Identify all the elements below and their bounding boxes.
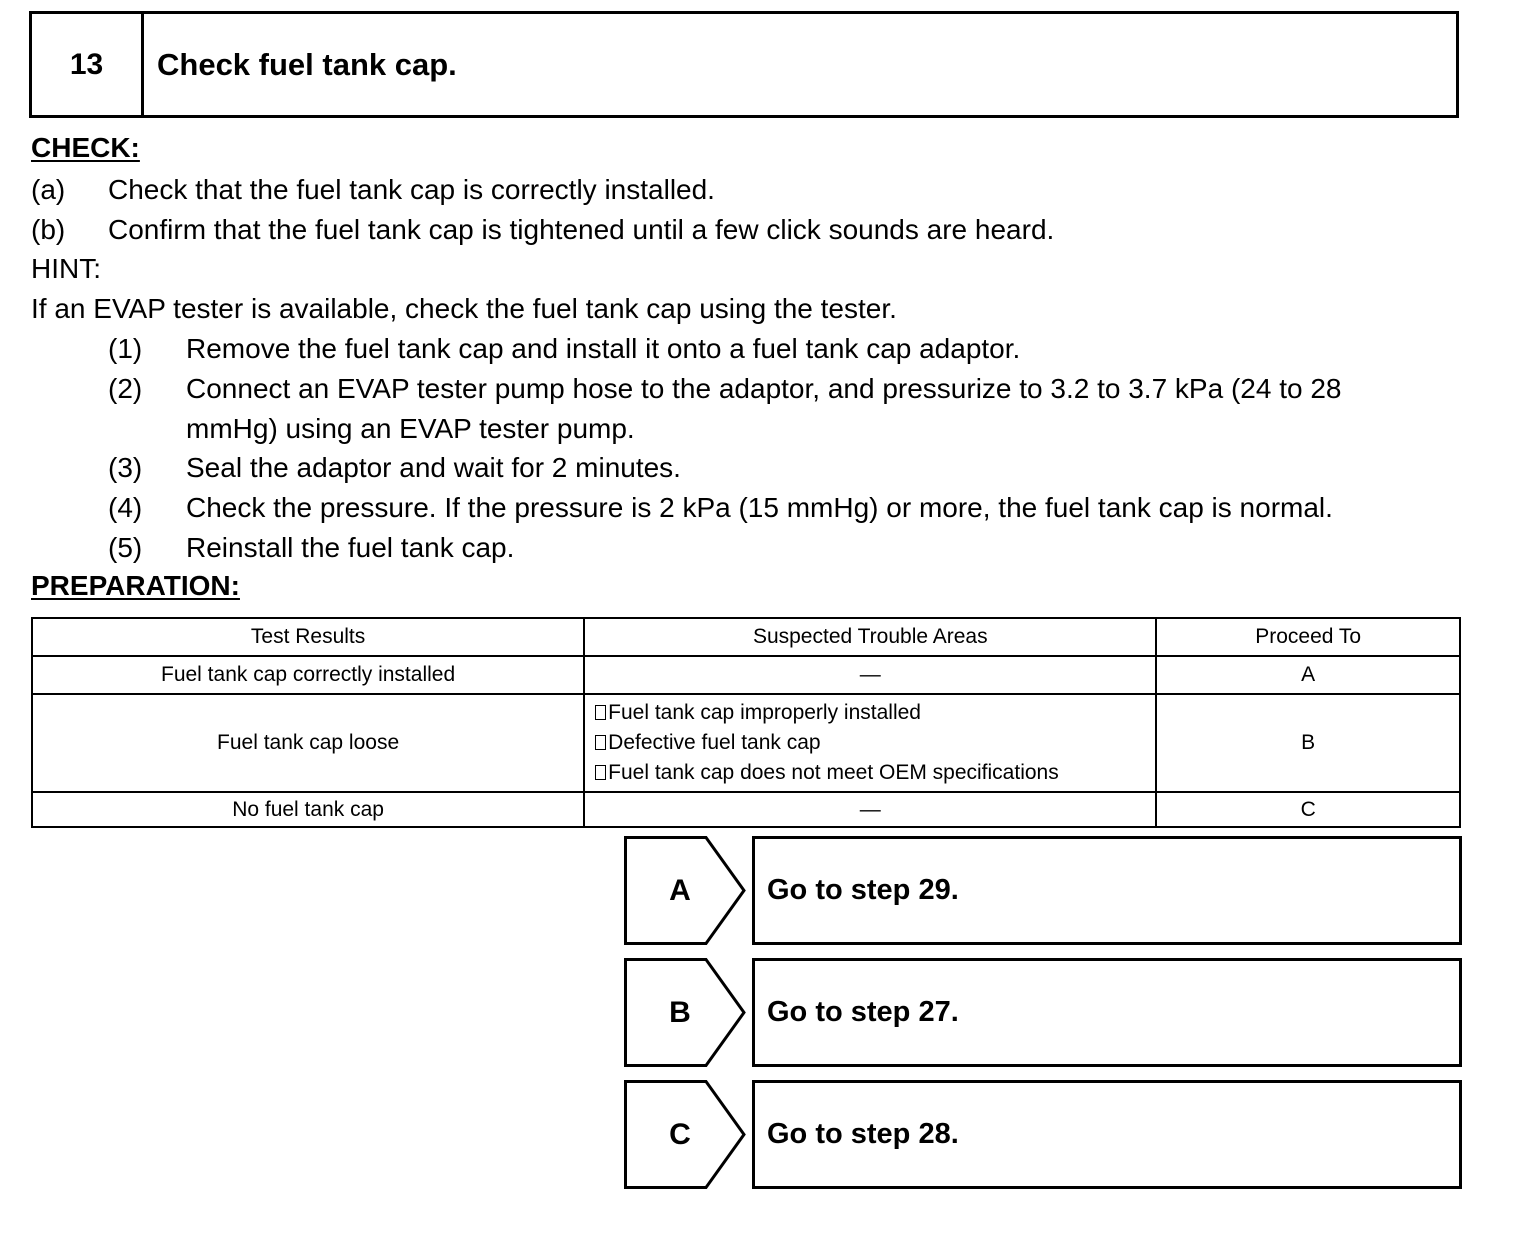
check-item-text: Check that the fuel tank cap is correctly installed. <box>108 174 715 205</box>
hint-step-text: Remove the fuel tank cap and install it onto a fuel tank cap adaptor. <box>186 333 1021 364</box>
outcome-action: Go to step 28. <box>752 1080 1462 1189</box>
trouble-area-cell: — <box>584 656 1156 694</box>
test-result-cell: Fuel tank cap loose <box>32 694 584 792</box>
step-number: 13 <box>32 14 144 115</box>
outcome-action: Go to step 29. <box>752 836 1462 945</box>
checkbox-icon <box>595 735 606 750</box>
hint-step-text: Check the pressure. If the pressure is 2 kPa (15 mmHg) or more, the fuel tank cap is normal. <box>186 492 1333 523</box>
proceed-cell: B <box>1156 694 1460 792</box>
column-header: Suspected Trouble Areas <box>584 618 1156 656</box>
results-table <box>31 617 1461 828</box>
checkbox-icon <box>595 765 606 780</box>
proceed-cell: C <box>1156 792 1460 827</box>
hint-step-text: Connect an EVAP tester pump hose to the adaptor, and pressurize to 3.2 to 3.7 kPa (24 to 28 <box>186 373 1342 404</box>
outcome-row-b <box>624 958 1462 1067</box>
check-item-label: (a) <box>31 174 66 205</box>
test-result-cell: No fuel tank cap <box>32 792 584 827</box>
trouble-area-item <box>595 758 1155 788</box>
check-item-label: (b) <box>31 214 66 245</box>
hint-step-text: Seal the adaptor and wait for 2 minutes. <box>186 452 681 483</box>
proceed-cell: A <box>1156 656 1460 694</box>
table-row <box>32 694 1460 792</box>
trouble-area-text: Defective fuel tank cap <box>608 731 821 754</box>
table-row <box>32 656 1460 694</box>
outcome-letter: C <box>669 1117 691 1151</box>
table-header-row <box>32 618 1460 656</box>
trouble-area-cell: — <box>584 792 1156 827</box>
trouble-area-text: Fuel tank cap does not meet OEM specifications <box>608 761 1059 784</box>
trouble-area-item <box>595 698 1155 728</box>
hint-label: HINT: <box>31 253 101 284</box>
trouble-area-cell <box>584 694 1156 792</box>
trouble-area-item <box>595 728 1155 758</box>
check-heading: CHECK: <box>31 132 140 163</box>
outcome-letter: B <box>669 995 691 1029</box>
step-title: Check fuel tank cap. <box>157 46 457 82</box>
outcome-row-c <box>624 1080 1462 1189</box>
table-row <box>32 792 1460 827</box>
step-header <box>29 11 1459 118</box>
hint-step-label: (1) <box>108 333 143 364</box>
hint-step-label: (4) <box>108 492 143 523</box>
check-item-text: Confirm that the fuel tank cap is tightened until a few click sounds are heard. <box>108 214 1055 245</box>
hint-step-text-continued: mmHg) using an EVAP tester pump. <box>186 413 635 444</box>
preparation-heading: PREPARATION: <box>31 570 240 601</box>
column-header: Test Results <box>32 618 584 656</box>
test-result-cell: Fuel tank cap correctly installed <box>32 656 584 694</box>
hint-intro: If an EVAP tester is available, check the fuel tank cap using the tester. <box>31 293 897 324</box>
outcome-letter: A <box>669 873 691 907</box>
outcome-row-a <box>624 836 1462 945</box>
hint-step-label: (2) <box>108 373 143 404</box>
column-header: Proceed To <box>1156 618 1460 656</box>
hint-step-text: Reinstall the fuel tank cap. <box>186 532 515 563</box>
outcome-action: Go to step 27. <box>752 958 1462 1067</box>
hint-step-label: (5) <box>108 532 143 563</box>
hint-step-label: (3) <box>108 452 143 483</box>
checkbox-icon <box>595 705 606 720</box>
trouble-area-text: Fuel tank cap improperly installed <box>608 701 921 724</box>
